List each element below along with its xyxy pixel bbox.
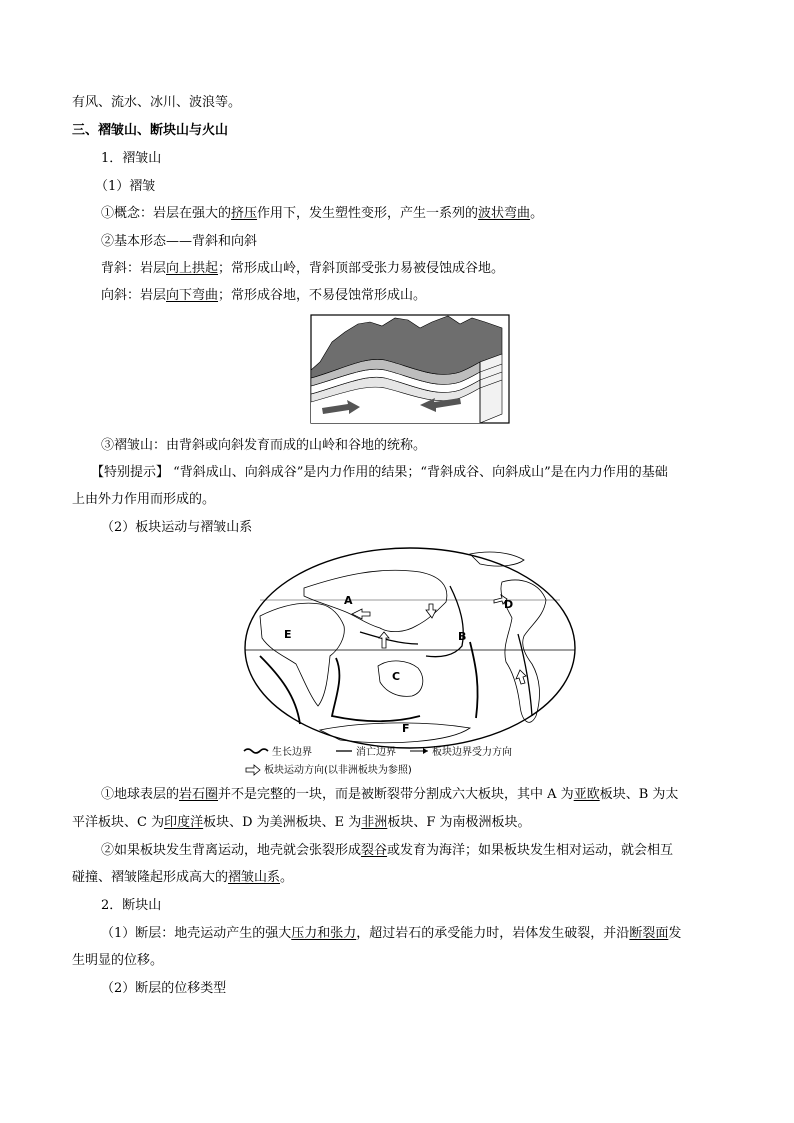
plate-label-a: A xyxy=(344,594,353,607)
map-legend xyxy=(244,745,512,776)
legend-ridge: 生长边界 xyxy=(272,747,312,758)
plate-para-1b: 平洋板块、C 为印度洋板块、D 为美洲板块、E 为非洲板块、F 为南极洲板块。 xyxy=(72,815,531,830)
plate-para-2b: 碰撞、褶皱隆起形成高大的褶皱山系。 xyxy=(72,870,294,885)
fold-mountain-line: ③褶皱山：由背斜或向斜发育而成的山岭和谷地的统称。 xyxy=(101,438,427,453)
heading-fold: （1）褶皱 xyxy=(95,179,156,194)
concept-line: ①概念：岩层在强大的挤压作用下，发生塑性变形，产生一系列的波状弯曲。 xyxy=(101,206,544,221)
fault-para-2: 生明显的位移。 xyxy=(72,953,164,968)
plate-map xyxy=(240,546,580,776)
plate-label-c: C xyxy=(392,670,401,683)
heading-fault-block: 2．断块山 xyxy=(101,898,162,913)
legend-move: 板块运动方向(以非洲板块为参照) xyxy=(264,765,412,776)
heading-plate-motion: （2）板块运动与褶皱山系 xyxy=(101,520,253,535)
syncline-line: 向斜：岩层向下弯曲；常形成谷地，不易侵蚀常形成山。 xyxy=(101,288,427,303)
plate-label-b: B xyxy=(458,630,467,643)
heading-fault-displacement: （2）断层的位移类型 xyxy=(101,981,227,996)
plate-para-2: ②如果板块发生背离运动，地壳就会张裂形成裂谷或发育为海洋；如果板块发生相对运动，就会相互 xyxy=(101,843,674,858)
anticline-line: 背斜：岩层向上拱起；常形成山岭，背斜顶部受张力易被侵蚀成谷地。 xyxy=(101,261,505,276)
special-tip-line-2: 上由外力作用而形成的。 xyxy=(72,492,216,507)
special-tip-line-1: 【特别提示】 “背斜成山、向斜成谷”是内力作用的结果；“背斜成谷、向斜成山”是在内力作用的基础 xyxy=(91,465,668,480)
fault-para: （1）断层：地壳运动产生的强大压力和张力，超过岩石的承受能力时，岩体发生破裂，并沿断裂面发 xyxy=(101,926,682,941)
heading-fold-mountain: 1．褶皱山 xyxy=(101,151,162,166)
intro-line: 有风、流水、冰川、波浪等。 xyxy=(72,95,242,110)
basic-form-line: ②基本形态——背斜和向斜 xyxy=(101,234,258,249)
plate-label-f: F xyxy=(402,722,410,735)
legend-trench: 消亡边界 xyxy=(356,747,396,758)
fold-diagram xyxy=(310,314,510,424)
plate-label-d: D xyxy=(504,598,514,611)
section-heading-3: 三、褶皱山、断块山与火山 xyxy=(72,123,229,138)
plate-para-1: ①地球表层的岩石圈并不是完整的一块，而是被断裂带分割成六大板块，其中 A 为亚欧板块、B 为太 xyxy=(101,787,679,802)
legend-force: 板块边界受力方向 xyxy=(432,747,512,758)
plate-label-e: E xyxy=(284,628,292,641)
